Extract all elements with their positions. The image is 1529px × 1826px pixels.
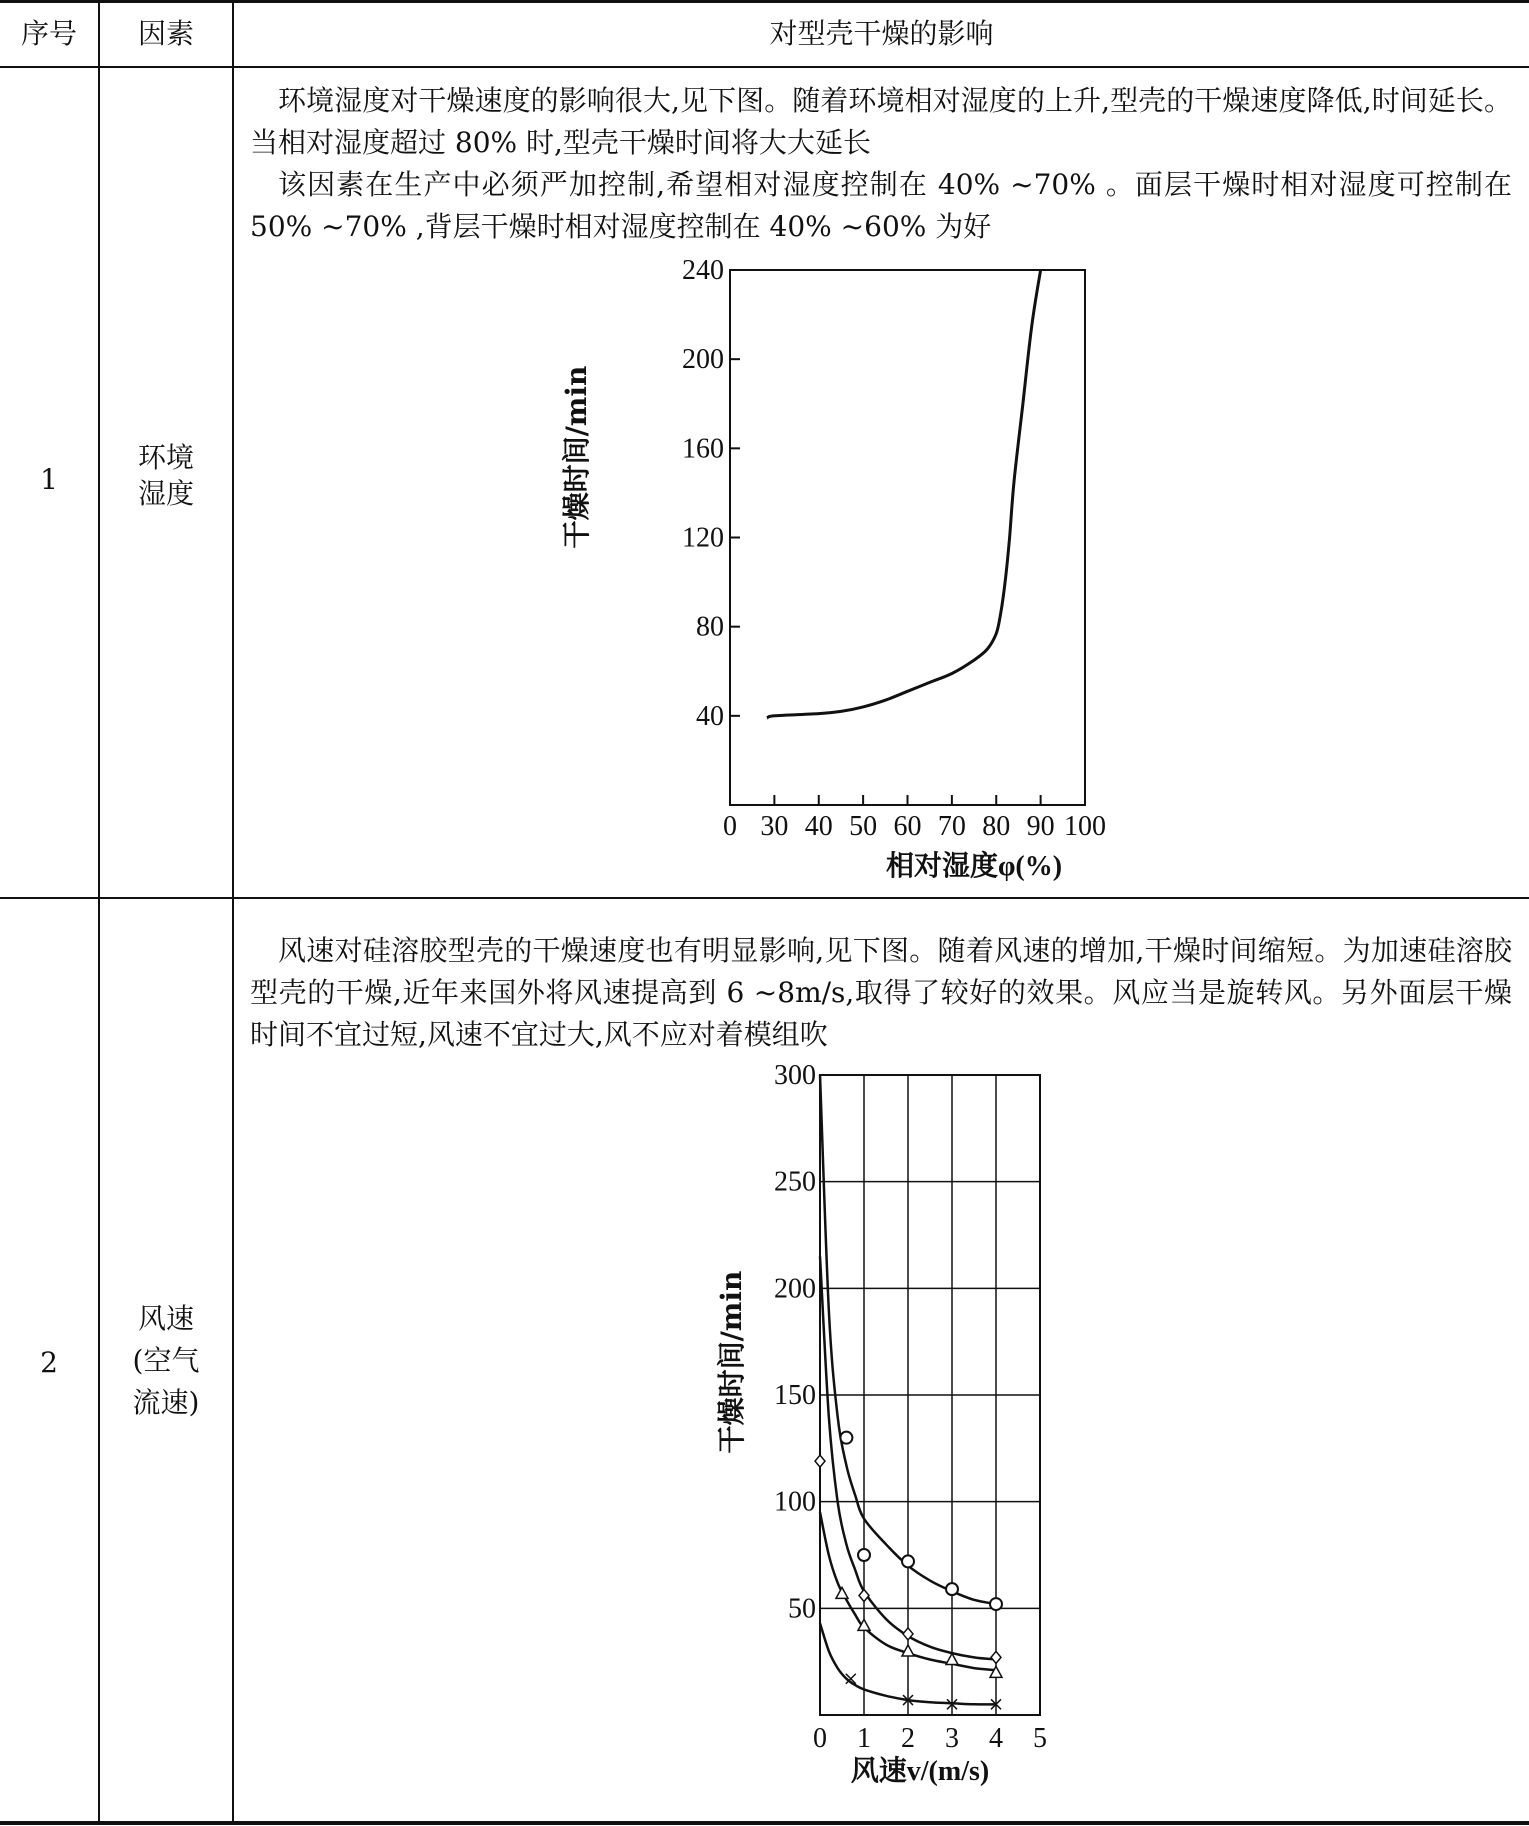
header-bottom-rule <box>0 66 1529 68</box>
humidity-x-ticks <box>723 795 1106 842</box>
humidity-x-tick-label: 50 <box>849 811 878 842</box>
humidity-y-tick-label: 160 <box>682 433 724 465</box>
row2-factor-line3: 流速) <box>132 1386 200 1419</box>
humidity-x-tick-label: 60 <box>893 811 922 842</box>
row1-description <box>250 80 1512 248</box>
row2-description <box>250 930 1512 1056</box>
row1-paragraph-2: 该因素在生产中必须严加控制,希望相对湿度控制在 40% ~70% 。面层干燥时相对湿度可控制在 50% ~70% ,背层干燥时相对湿度控制在 40% ~60% 为好 <box>250 168 1512 243</box>
humidity-y-ticks <box>682 255 740 732</box>
wind-x-tick-label: 5 <box>1033 1723 1047 1754</box>
humidity-y-tick-label: 40 <box>696 700 724 732</box>
wind-y-ticks <box>774 1060 816 1624</box>
wind-y-tick-label: 300 <box>774 1060 816 1091</box>
wind-y-tick-label: 50 <box>788 1593 816 1625</box>
humidity-plot-area <box>730 270 1085 805</box>
wind-x-tick-label: 4 <box>989 1723 1003 1754</box>
row1-factor-line1: 环境 <box>137 441 194 474</box>
humidity-x-axis-label: 相对湿度φ(%) <box>885 851 1063 882</box>
humidity-x-tick-label: 70 <box>937 811 966 842</box>
wind-y-tick-label: 100 <box>774 1486 816 1518</box>
wind-marker-diamond <box>991 1651 1001 1663</box>
humidity-y-tick-label: 120 <box>682 522 724 554</box>
wind-marker-diamond <box>815 1455 825 1467</box>
row1-number: 1 <box>40 463 58 496</box>
row2-factor-line1: 风速 <box>137 1302 194 1335</box>
humidity-curve <box>767 270 1041 718</box>
wind-x-tick-label: 3 <box>945 1723 959 1754</box>
humidity-x-tick-label: 0 <box>723 811 737 842</box>
humidity-x-tick-label: 90 <box>1026 811 1055 842</box>
humidity-x-tick-label: 100 <box>1064 811 1106 842</box>
humidity-drying-chart <box>600 255 1140 890</box>
wind-marker-circle <box>840 1432 852 1444</box>
header-factor: 因素 <box>137 17 194 50</box>
row1-factor <box>100 440 232 513</box>
row1-paragraph-1: 环境湿度对干燥速度的影响很大,见下图。随着环境相对湿度的上升,型壳的干燥速度降低,时间延长。当相对湿度超过 80% 时,型壳干燥时间将大大延长 <box>250 84 1512 159</box>
row2-paragraph-1: 风速对硅溶胶型壳的干燥速度也有明显影响,见下图。随着风速的增加,干燥时间缩短。为加速硅溶胶型壳的干燥,近年来国外将风速提高到 6 ~8m/s,取得了较好的效果。风应当是旋转风。另外面层干燥时间不宜过短,风速不宜过大,风不应对着模组吹 <box>250 934 1512 1051</box>
humidity-y-axis-label: 干燥时间/min <box>560 365 593 549</box>
humidity-x-tick-label: 80 <box>982 811 1011 842</box>
wind-y-axis-label: 干燥时间/min <box>715 1270 748 1454</box>
wind-x-tick-label: 2 <box>901 1723 915 1754</box>
wind-grid <box>820 1075 1040 1715</box>
humidity-y-tick-label: 80 <box>696 611 724 643</box>
wind-marker-circle <box>858 1549 870 1561</box>
humidity-x-tick-label: 30 <box>760 811 789 842</box>
wind-speed-drying-chart <box>720 1055 1060 1790</box>
header-effect: 对型壳干燥的影响 <box>769 17 994 50</box>
wind-marker-diamond <box>859 1590 869 1602</box>
wind-x-ticks <box>813 1723 1047 1754</box>
wind-marker-circle <box>990 1598 1002 1610</box>
col-divider-1 <box>98 0 100 1824</box>
humidity-y-tick-label: 240 <box>682 255 724 286</box>
col-divider-2 <box>232 0 234 1824</box>
row1-factor-line2: 湿度 <box>137 477 194 511</box>
row2-factor-line2: (空气 <box>132 1344 200 1377</box>
row-divider <box>0 897 1529 899</box>
humidity-x-tick-label: 40 <box>804 811 833 842</box>
table-top-rule <box>0 0 1529 3</box>
wind-y-tick-label: 200 <box>774 1273 816 1305</box>
table-bottom-rule <box>0 1821 1529 1825</box>
wind-x-tick-label: 0 <box>813 1723 827 1754</box>
wind-y-tick-label: 150 <box>774 1380 816 1411</box>
header-seq: 序号 <box>20 17 77 50</box>
row2-factor <box>100 1298 232 1424</box>
wind-x-tick-label: 1 <box>857 1723 871 1754</box>
wind-x-axis-label: 风速v/(m/s) <box>850 1756 990 1787</box>
wind-marker-triangle <box>836 1587 848 1598</box>
row2-number: 2 <box>40 1346 58 1379</box>
wind-marker-circle <box>946 1583 958 1595</box>
wind-marker-circle <box>902 1555 914 1567</box>
wind-marker-triangle <box>990 1666 1002 1677</box>
humidity-plot-frame <box>730 270 1085 805</box>
humidity-y-tick-label: 200 <box>682 344 724 376</box>
wind-y-tick-label: 250 <box>774 1166 816 1198</box>
